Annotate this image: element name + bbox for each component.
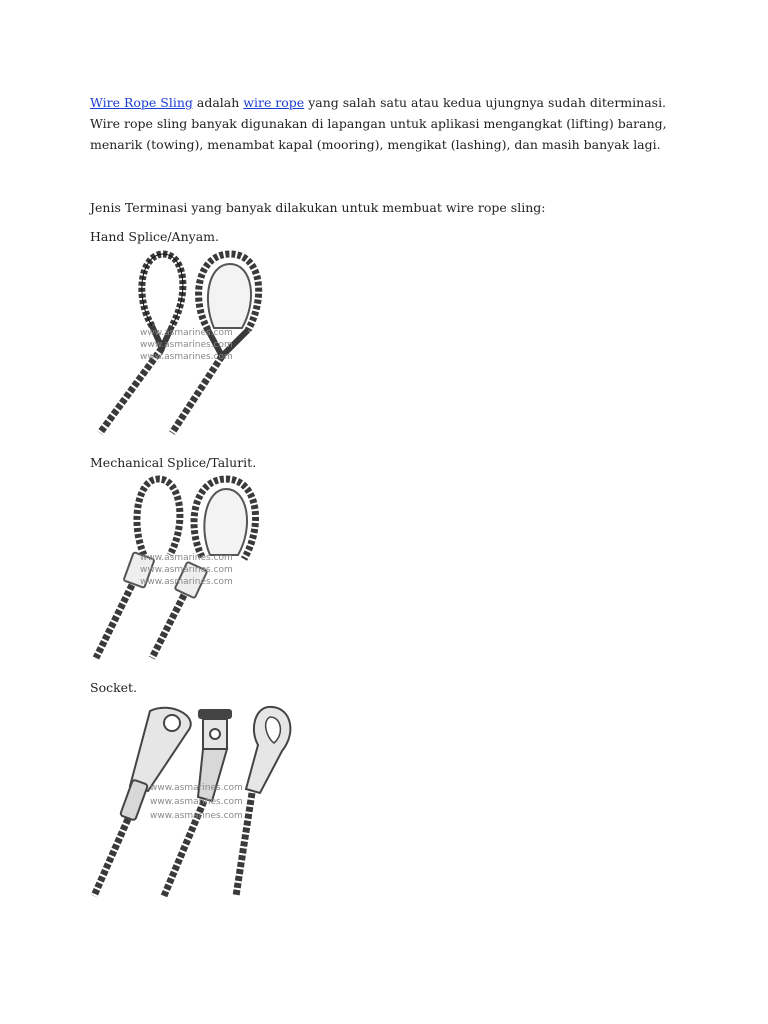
watermark-3: www.asmarines.com: [150, 811, 243, 821]
watermark-2: www.asmarines.com: [140, 565, 233, 575]
watermark-1: www.asmarines.com: [150, 783, 243, 793]
wire-rope-link[interactable]: wire rope: [243, 95, 305, 110]
caption-hand-splice: Hand Splice/Anyam.: [90, 229, 219, 244]
socket-illustration: [90, 701, 305, 901]
caption-mechanical-splice: Mechanical Splice/Talurit.: [90, 455, 257, 470]
intro-line-1: [90, 92, 690, 113]
watermark-1: www.asmarines.com: [140, 553, 233, 563]
hand-splice-illustration: [90, 248, 280, 438]
watermark-2: www.asmarines.com: [150, 797, 243, 807]
watermark-2: www.asmarines.com: [140, 340, 233, 350]
termination-intro: Jenis Terminasi yang banyak dilakukan untuk membuat wire rope sling:: [90, 200, 546, 215]
wire-rope-sling-link[interactable]: Wire Rope Sling: [90, 95, 193, 110]
mechanical-splice-illustration: [90, 473, 280, 663]
watermark-3: www.asmarines.com: [140, 577, 233, 587]
intro-paragraph: [90, 92, 690, 155]
intro-line-2: Wire rope sling banyak digunakan di lapangan untuk aplikasi mengangkat (lifting) barang,: [90, 116, 667, 131]
watermark-3: www.asmarines.com: [140, 352, 233, 362]
intro-text-a: adalah: [192, 95, 244, 110]
watermark-1: www.asmarines.com: [140, 328, 233, 338]
figure-mechanical-splice: [90, 473, 280, 663]
figure-socket: [90, 701, 305, 901]
figure-hand-splice: [90, 248, 280, 438]
caption-socket: Socket.: [90, 680, 138, 695]
intro-text-b: yang salah satu atau kedua ujungnya sudah diterminasi.: [304, 95, 667, 110]
intro-line-3: menarik (towing), menambat kapal (mooring), mengikat (lashing), dan masih banyak lagi.: [90, 137, 661, 152]
